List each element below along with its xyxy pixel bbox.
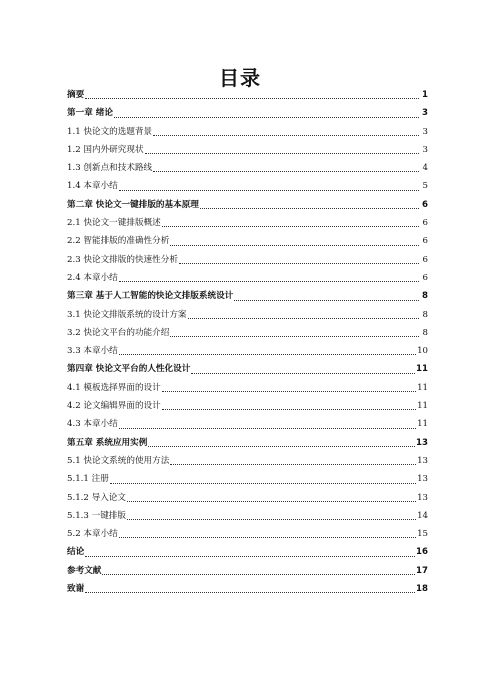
toc-dot-leader: [119, 354, 416, 355]
toc-dot-leader: [119, 281, 419, 282]
toc-entry-label: 3.2 快论文平台的功能介绍: [67, 327, 170, 338]
toc-entry-label: 第五章 系统应用实例: [67, 437, 148, 448]
toc-entry[interactable]: [67, 141, 428, 159]
toc-entry-label: 2.4 本章小结: [67, 272, 118, 283]
toc-entry-label: 1.3 创新点和技术路线: [67, 163, 153, 174]
toc-entry[interactable]: [67, 177, 428, 195]
toc-dot-leader: [179, 263, 419, 264]
table-of-contents: [67, 86, 428, 598]
toc-entry-label: 5.1.1 注册: [67, 474, 109, 485]
toc-entry[interactable]: [67, 580, 428, 598]
toc-entry-page-number: 6: [422, 218, 428, 229]
toc-entry-label: 第四章 快论文平台的人性化设计: [67, 364, 191, 375]
toc-entry-page-number: 17: [416, 565, 428, 576]
toc-dot-leader: [127, 519, 416, 520]
toc-entry-page-number: 6: [422, 236, 428, 247]
toc-entry-label: 4.1 模板选择界面的设计: [67, 382, 161, 393]
toc-dot-leader: [162, 391, 416, 392]
toc-dot-leader: [162, 226, 419, 227]
toc-dot-leader: [119, 428, 416, 429]
toc-entry-label: 2.2 智能排版的准确性分析: [67, 236, 170, 247]
toc-entry[interactable]: [67, 123, 428, 141]
toc-entry-label: 结论: [67, 547, 85, 558]
toc-entry-page-number: 6: [422, 272, 428, 283]
toc-entry-page-number: 13: [417, 455, 428, 466]
toc-entry-page-number: 3: [422, 108, 428, 119]
toc-entry[interactable]: [67, 232, 428, 250]
toc-dot-leader: [153, 171, 419, 172]
toc-entry[interactable]: [67, 342, 428, 360]
toc-dot-leader: [162, 409, 416, 410]
toc-entry-label: 5.1.3 一键排版: [67, 510, 126, 521]
toc-entry-page-number: 6: [422, 199, 428, 210]
toc-entry-label: 2.3 快论文排版的快速性分析: [67, 254, 178, 265]
toc-dot-leader: [148, 446, 415, 447]
toc-entry[interactable]: [67, 397, 428, 415]
toc-dot-leader: [127, 501, 416, 502]
toc-entry-page-number: 10: [417, 346, 428, 357]
toc-entry-label: 1.1 快论文的选题背景: [67, 126, 153, 137]
toc-entry[interactable]: [67, 214, 428, 232]
toc-dot-leader: [85, 98, 419, 99]
toc-entry-page-number: 13: [417, 474, 428, 485]
toc-dot-leader: [234, 300, 419, 301]
toc-entry[interactable]: [67, 287, 428, 305]
toc-dot-leader: [200, 208, 419, 209]
toc-entry-label: 2.1 快论文一键排版概述: [67, 218, 161, 229]
toc-entry-page-number: 11: [416, 364, 428, 375]
toc-dot-leader: [145, 153, 419, 154]
toc-entry[interactable]: [67, 269, 428, 287]
toc-entry[interactable]: [67, 360, 428, 378]
toc-dot-leader: [191, 373, 415, 374]
toc-entry-label: 致谢: [67, 584, 85, 595]
toc-entry-page-number: 8: [422, 309, 428, 320]
toc-entry-label: 3.3 本章小结: [67, 346, 118, 357]
toc-entry-page-number: 4: [422, 163, 428, 174]
toc-dot-leader: [119, 537, 416, 538]
toc-title: 目录: [219, 66, 261, 90]
toc-entry-page-number: 15: [417, 529, 428, 540]
toc-entry-page-number: 13: [416, 437, 428, 448]
toc-entry-page-number: 14: [417, 510, 428, 521]
toc-entry-page-number: 11: [417, 419, 428, 430]
toc-entry-label: 4.2 论文编辑界面的设计: [67, 401, 161, 412]
toc-entry-page-number: 6: [422, 254, 428, 265]
toc-entry-page-number: 5: [422, 181, 428, 192]
toc-dot-leader: [85, 592, 415, 593]
toc-entry[interactable]: [67, 470, 428, 488]
toc-entry[interactable]: [67, 543, 428, 561]
toc-entry-label: 第一章 绪论: [67, 108, 113, 119]
toc-entry[interactable]: [67, 306, 428, 324]
toc-entry-label: 5.1 快论文系统的使用方法: [67, 455, 170, 466]
toc-dot-leader: [102, 574, 415, 575]
toc-entry-page-number: 18: [416, 584, 428, 595]
toc-entry-label: 4.3 本章小结: [67, 419, 118, 430]
toc-dot-leader: [114, 117, 419, 118]
toc-dot-leader: [188, 318, 419, 319]
toc-entry-label: 第三章 基于人工智能的快论文排版系统设计: [67, 291, 234, 302]
toc-dot-leader: [119, 190, 419, 191]
toc-dot-leader: [170, 336, 419, 337]
toc-entry-page-number: 3: [422, 144, 428, 155]
toc-entry-page-number: 13: [417, 492, 428, 503]
toc-entry-label: 3.1 快论文排版系统的设计方案: [67, 309, 187, 320]
toc-entry-label: 1.2 国内外研究现状: [67, 144, 144, 155]
toc-entry[interactable]: [67, 415, 428, 433]
toc-entry-page-number: 11: [417, 382, 428, 393]
toc-entry[interactable]: [67, 562, 428, 580]
toc-entry[interactable]: [67, 434, 428, 452]
toc-entry[interactable]: [67, 159, 428, 177]
toc-entry[interactable]: [67, 104, 428, 122]
toc-entry[interactable]: [67, 379, 428, 397]
toc-entry[interactable]: [67, 452, 428, 470]
toc-entry-label: 5.1.2 导入论文: [67, 492, 126, 503]
toc-dot-leader: [110, 483, 416, 484]
toc-entry-page-number: 8: [422, 327, 428, 338]
toc-dot-leader: [85, 556, 415, 557]
toc-dot-leader: [170, 464, 416, 465]
toc-entry[interactable]: [67, 324, 428, 342]
toc-entry-label: 参考文献: [67, 565, 102, 576]
toc-entry[interactable]: [67, 489, 428, 507]
toc-entry[interactable]: [67, 196, 428, 214]
toc-entry[interactable]: [67, 86, 428, 104]
toc-entry-label: 第二章 快论文一键排版的基本原理: [67, 199, 199, 210]
toc-entry[interactable]: [67, 525, 428, 543]
toc-entry-label: 摘要: [67, 90, 85, 100]
toc-dot-leader: [153, 135, 419, 136]
toc-entry-page-number: 3: [422, 126, 428, 137]
toc-entry-page-number: 11: [417, 401, 428, 412]
toc-dot-leader: [170, 245, 419, 246]
toc-entry[interactable]: [67, 507, 428, 525]
toc-entry-page-number: 1: [422, 90, 428, 100]
toc-entry-page-number: 16: [416, 547, 428, 558]
toc-entry[interactable]: [67, 251, 428, 269]
toc-entry-label: 1.4 本章小结: [67, 181, 118, 192]
toc-entry-page-number: 8: [422, 291, 428, 302]
toc-entry-label: 5.2 本章小结: [67, 529, 118, 540]
